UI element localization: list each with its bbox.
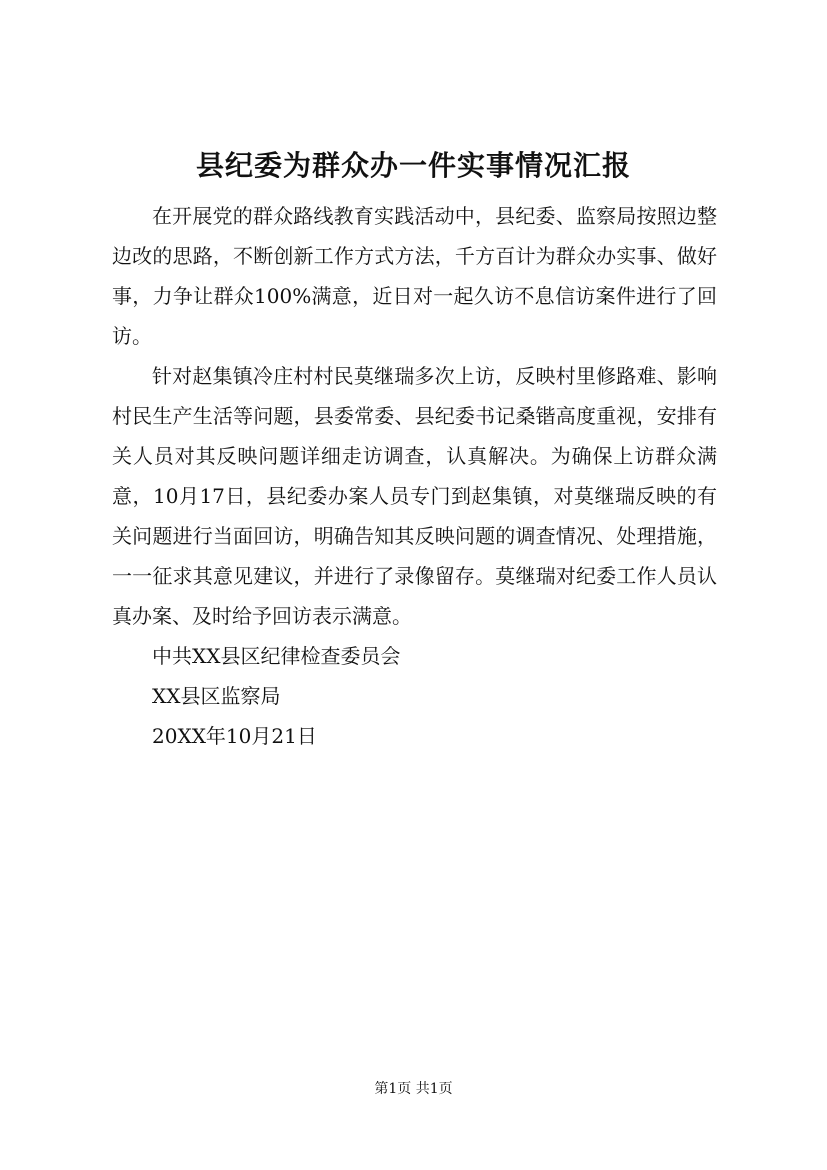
signature-org-2: XX县区监察局 xyxy=(152,684,281,708)
page-number-footer: 第1页 共1页 xyxy=(374,1081,453,1097)
body-paragraph-1: 在开展党的群众路线教育实践活动中，县纪委、监察局按照边整边改的思路，不断创新工作方式方法，千方百计为群众办实事、做好事，力争让群众100%满意，近日对一起久访不息信访案件进行了回访。 xyxy=(112,204,717,348)
body-paragraph-2: 针对赵集镇冷庄村村民莫继瑞多次上访，反映村里修路难、影响村民生产生活等问题，县委常委、县纪委书记桑锴高度重视，安排有关人员对其反映问题详细走访调查，认真解决。为确保上访群众满意，10月17日，县纪委办案人员专门到赵集镇，对莫继瑞反映的有关问题进行当面回访，明确告知其反映问题的调查情况、处理措施，一一征求其意见建议，并进行了录像留存。莫继瑞对纪委工作人员认真办案、及时给予回访表示满意。 xyxy=(112,364,717,628)
signature-org-1: 中共XX县区纪律检查委员会 xyxy=(152,644,401,668)
document-title: 县纪委为群众办一件实事情况汇报 xyxy=(195,149,631,182)
signature-date: 20XX年10月21日 xyxy=(152,724,317,748)
document-body xyxy=(112,196,717,756)
